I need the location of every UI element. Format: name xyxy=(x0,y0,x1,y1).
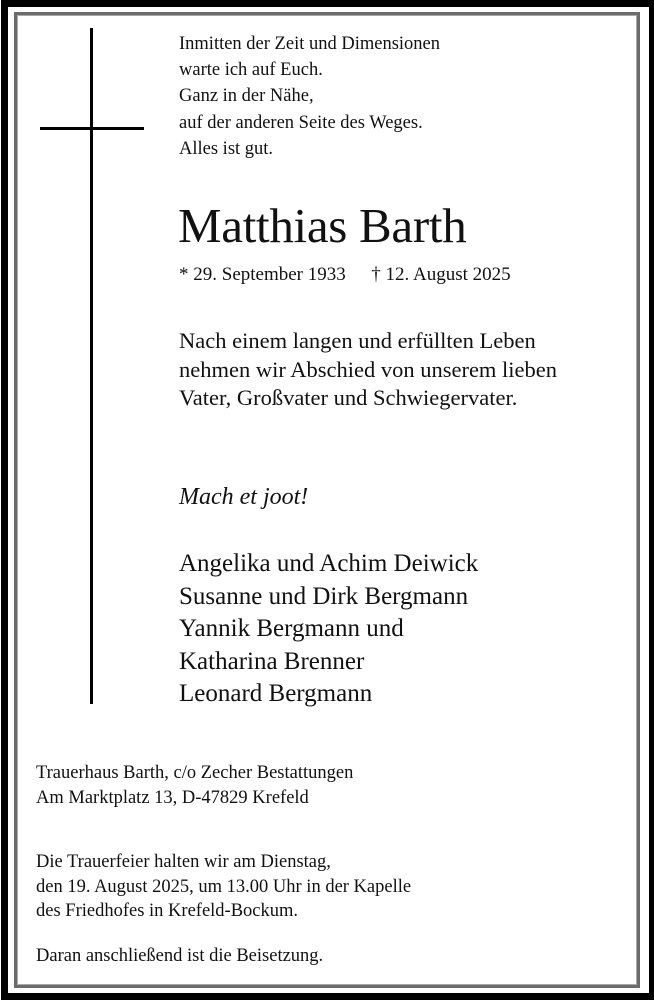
funeral-ceremony-info xyxy=(36,850,411,924)
life-dates xyxy=(179,262,511,288)
poem-line: Ganz in der Nähe, xyxy=(179,86,314,107)
family-line: Susanne und Dirk Bergmann xyxy=(179,582,469,610)
address-line: Trauerhaus Barth, c/o Zecher Bestattungen xyxy=(36,763,354,783)
death-dagger-icon: † xyxy=(371,264,381,285)
poem-line: Inmitten der Zeit und Dimensionen xyxy=(179,34,440,54)
ceremony-line: Die Trauerfeier halten wir am Dienstag, xyxy=(36,852,331,872)
family-line: Angelika und Achim Deiwick xyxy=(179,550,479,577)
cross-horizontal-bar xyxy=(40,127,144,130)
family-line: Katharina Brenner xyxy=(179,647,365,675)
farewell-line: nehmen wir Abschied von unserem lieben xyxy=(179,356,558,382)
ceremony-line: des Friedhofes in Krefeld-Bockum. xyxy=(36,901,299,921)
poem xyxy=(179,31,440,162)
burial-info: Daran anschließend ist die Beisetzung. xyxy=(36,946,324,966)
address-line: Am Marktplatz 13, D-47829 Krefeld xyxy=(36,787,309,808)
birth-date: 29. September 1933 xyxy=(193,264,346,285)
birth-star-icon: * xyxy=(179,264,189,285)
deceased-name: Matthias Barth xyxy=(178,198,467,253)
motto: Mach et joot! xyxy=(179,484,309,510)
mourning-address xyxy=(36,761,353,810)
poem-line: auf der anderen Seite des Weges. xyxy=(179,112,423,133)
farewell-text xyxy=(179,327,557,413)
death-date: 12. August 2025 xyxy=(385,264,511,285)
farewell-line: Nach einem langen und erfüllten Leben xyxy=(179,328,536,353)
family-signatures xyxy=(179,548,478,711)
poem-line: Alles ist gut. xyxy=(179,138,274,159)
family-line: Leonard Bergmann xyxy=(179,680,373,707)
farewell-line: Vater, Großvater und Schwiegervater. xyxy=(179,385,518,410)
family-line: Yannik Bergmann und xyxy=(179,615,404,642)
ceremony-line: den 19. August 2025, um 13.00 Uhr in der Kapelle xyxy=(36,876,412,897)
poem-line: warte ich auf Euch. xyxy=(179,60,323,81)
